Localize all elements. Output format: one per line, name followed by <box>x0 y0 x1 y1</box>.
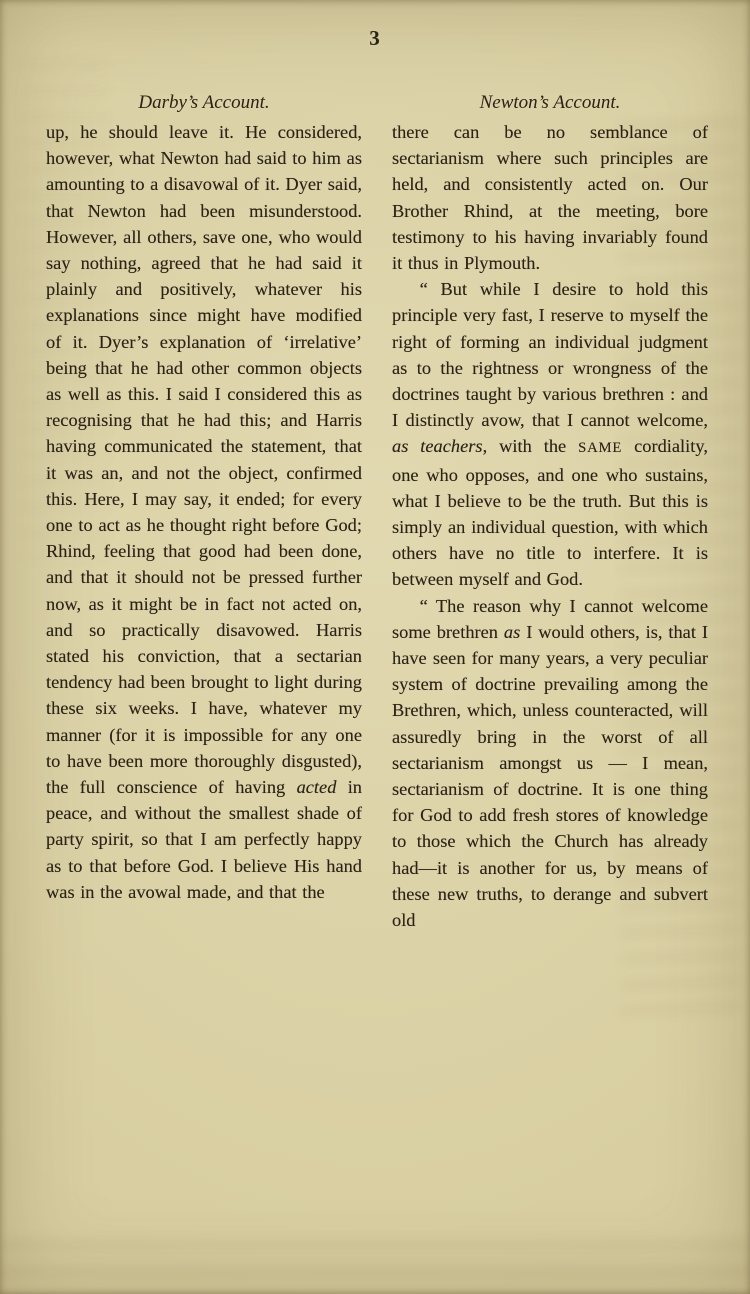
column-left <box>46 92 362 1252</box>
text-run-italic: as <box>503 621 521 642</box>
column-left-header: Darby’s Account. <box>138 92 270 113</box>
paragraph <box>46 119 362 905</box>
paragraph <box>392 593 708 934</box>
paragraph <box>392 119 708 276</box>
column-left-body <box>46 119 362 905</box>
page-number: 3 <box>369 26 381 50</box>
column-right <box>392 92 708 1252</box>
text-run: I would others, is, that I have seen for many years, a very peculiar system of doctrine prevailing among the Brethren, which, unless counteracted, will assuredly bring in the worst of all sectarianism amongst us — I mean, sectarianism of doctrine. It is one thing for God to add fresh stores of knowledge to those which the Church has already had—it is another for us, by means of these new truths, to derange and subvert old <box>392 621 708 931</box>
text-run: “ But while I desire to hold this principle very fast, I reserve to myself the right of forming an individual judgment as to the rightness or wrongness of the doctrines taught by various brethren : and I distinctly avow, that I cannot welcome, <box>392 279 708 431</box>
paragraph <box>392 276 708 592</box>
text-run-italic: acted <box>296 777 337 798</box>
text-run: , with the <box>482 436 579 457</box>
text-run: “ The reason why I cannot welcome some brethren <box>392 595 708 642</box>
text-run-smallcaps: SAME <box>578 440 623 457</box>
text-run: there can be no semblance of sectarianism where such principles are held, and consistently acted on. Our Brother Rhind, at the meeting, bore testimony to his having invariably found it thus in Plymouth. <box>392 122 708 274</box>
two-column-text-block <box>46 92 708 1252</box>
text-run: in peace, and without the smallest shade of party spirit, so that I am perfectly happy as to that before God. I believe His hand was in the avowal made, and that the <box>46 777 362 902</box>
text-run: up, he should leave it. He considered, however, what Newton had said to him as amounting to a disavowal of it. Dyer said, that Newton had been misunderstood. However, all others, save one, who would say nothing, agreed that he had said it plainly and positively, whatever his explanations since might have modified of it. Dyer’s explanation of ‘irrelative’ being that he had other common objects as well as this. I said I considered this as recognising that he had this; and Harris having communicated the statement, that it was an, and not the object, confirmed this. Here, I may say, it ended; for every one to act as he thought right before God; Rhind, feeling that good had been done, and that it should not be pressed further now, as it might be in fact not acted on, and so practically disavowed. Harris stated his conviction, that a sectarian tendency had been brought to light during these six weeks. I have, whatever my manner (for it is impossible for any one to have been more thoroughly disgusted), the full conscience of having <box>46 122 363 798</box>
column-right-header: Newton’s Account. <box>479 92 621 113</box>
text-run-italic: as teachers <box>392 436 483 457</box>
text-run: cordiality, one who opposes, and one who sustains, what I believe to be the truth. But this is simply an individual question, with which others have no title to interfere. It is between myself and God. <box>392 436 708 590</box>
column-right-body <box>392 119 708 933</box>
